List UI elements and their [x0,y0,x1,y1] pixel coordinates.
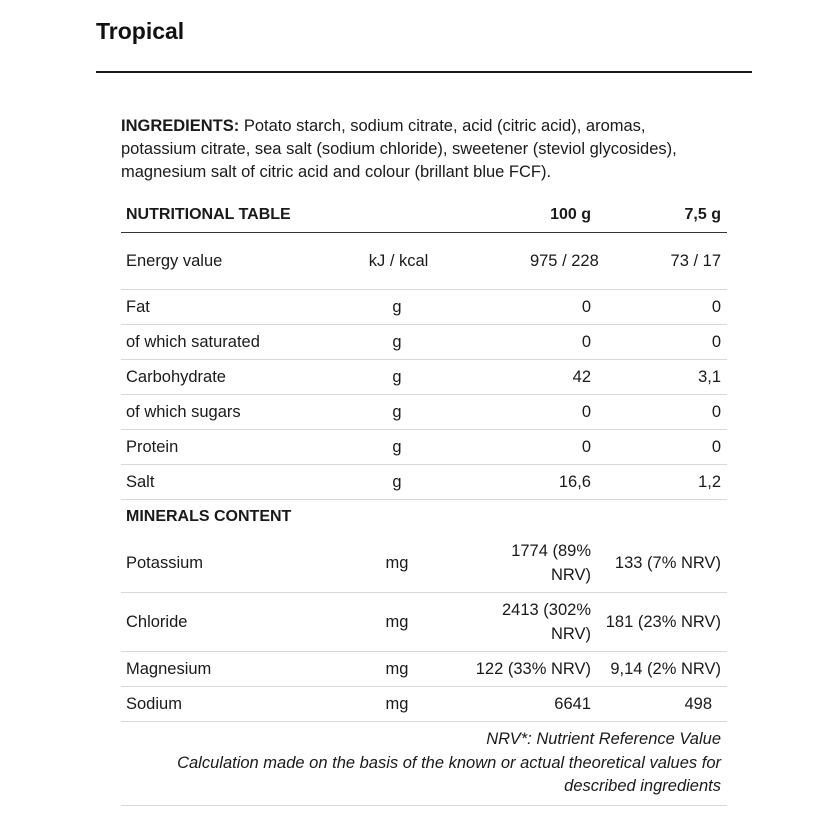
table-header-row [121,197,727,233]
header-col-serving: 7,5 g [684,205,721,223]
row-unit: g [392,438,402,456]
row-value-100g: 0 [581,403,591,421]
row-name: Chloride [126,613,188,631]
row-name: Salt [126,473,155,491]
row-unit: mg [385,660,409,678]
row-value-100g: 122 (33% NRV) [475,660,591,678]
row-value-100g: 1774 (89% NRV) [511,542,591,584]
header-col-100g: 100 g [550,205,591,223]
footnote-nrv: NRV*: Nutrient Reference Value [486,730,721,748]
row-value-serving: 1,2 [698,473,721,491]
row-unit: g [392,368,402,386]
row-value-serving: 3,1 [698,368,721,386]
row-value-serving: 181 (23% NRV) [605,613,721,631]
row-unit: g [392,473,402,491]
table-row [121,325,727,360]
row-name: Protein [126,438,179,456]
row-name: of which saturated [126,333,260,351]
row-value-serving: 498 [684,695,712,713]
table-row [121,233,727,290]
row-value-serving: 0 [711,333,721,351]
row-value-100g: 975 / 228 [529,252,599,270]
footnote [121,722,727,806]
minerals-label: MINERALS CONTENT [126,508,292,525]
table-row [121,465,727,500]
row-value-100g: 16,6 [558,473,591,491]
table-row [121,360,727,395]
row-name: Sodium [126,695,182,713]
row-name: Carbohydrate [126,368,226,386]
table-row [121,430,727,465]
row-value-100g: 0 [581,333,591,351]
row-name: Magnesium [126,660,212,678]
row-value-100g: 6641 [554,695,591,713]
ingredients-block [121,115,721,184]
table-row [121,395,727,430]
row-unit: kJ / kcal [368,252,429,270]
minerals-section-header [121,500,727,534]
table-row [121,687,727,722]
ingredients-label: INGREDIENTS: [121,117,240,135]
row-value-serving: 0 [711,298,721,316]
row-unit: g [392,333,402,351]
row-name: Energy value [126,252,223,270]
footnote-calculation: Calculation made on the basis of the known or actual theoretical values for described ingredients [177,753,721,795]
row-unit: g [392,403,402,421]
row-value-serving: 133 (7% NRV) [614,554,721,572]
row-value-100g: 2413 (302% NRV) [502,601,591,643]
row-unit: mg [385,695,409,713]
row-value-serving: 0 [711,438,721,456]
ingredients-text: Potato starch, sodium citrate, acid (citric acid), aromas, potassium citrate, sea salt (sodium chloride), sweetener (steviol glycosides), magnesium salt of citric acid and colour (brillant blue FCF). [121,117,677,181]
row-value-100g: 0 [581,298,591,316]
table-row [121,290,727,325]
row-unit: mg [385,613,409,631]
table-row [121,534,727,593]
row-value-100g: 0 [581,438,591,456]
row-value-serving: 9,14 (2% NRV) [610,660,721,678]
row-value-serving: 0 [711,403,721,421]
table-row [121,652,727,687]
nutrition-table [121,197,727,806]
row-value-100g: 42 [572,368,591,386]
row-unit: g [392,298,402,316]
row-unit: mg [385,554,409,572]
table-row [121,593,727,652]
row-name: of which sugars [126,403,241,421]
title-divider [96,71,752,73]
row-value-serving: 73 / 17 [670,252,721,270]
page-title: Tropical [96,18,185,44]
header-label: NUTRITIONAL TABLE [126,205,291,223]
row-name: Potassium [126,554,204,572]
row-name: Fat [126,298,150,316]
